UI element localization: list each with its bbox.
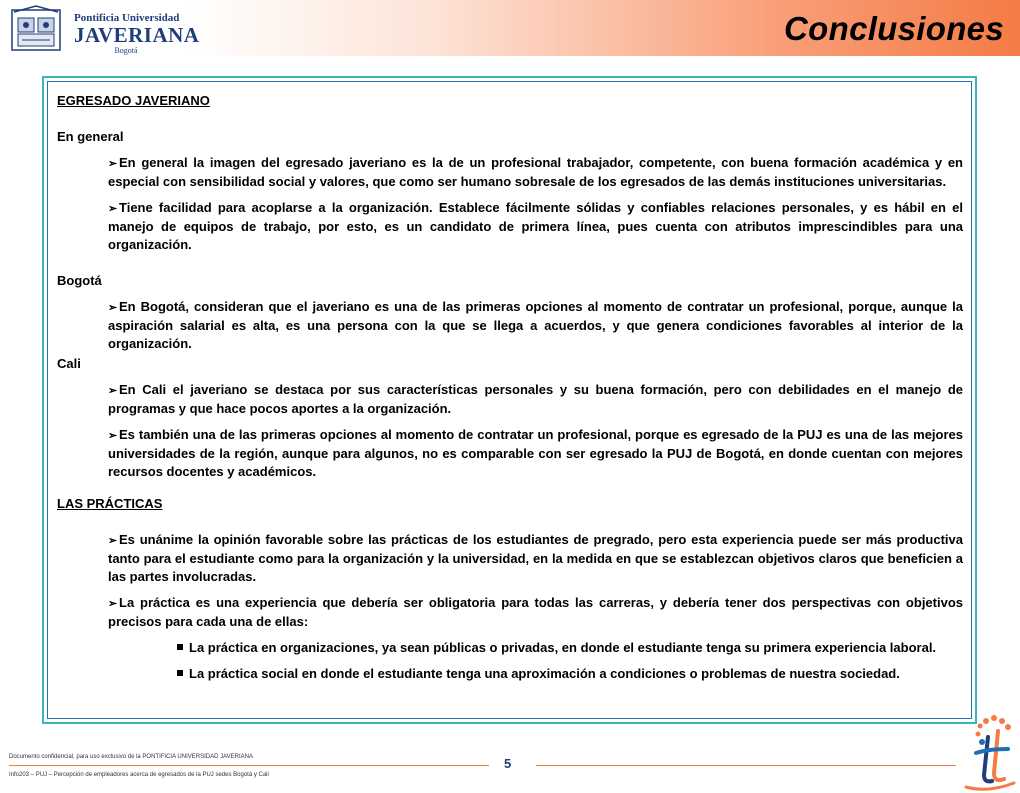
list-item: ➢ En Bogotá, consideran que el javeriano es una de las primeras opciones al momento de contratar un profesional, porque, aunque la aspiración salarial es alta, es una persona con la que se llega a acuerdos, y que genera condiciones favorables al interior de la organización.	[108, 299, 963, 351]
list-item: La práctica en organizaciones, ya sean públicas o privadas, en donde el estudiante tenga su primera experiencia laboral.	[177, 639, 963, 657]
list-item: ➢ La práctica es una experiencia que debería ser obligatoria para todas las carreras, y debería tener dos perspectivas con objetivos precisos para cada una de ellas:	[108, 595, 963, 629]
arrow-bullet-icon: ➢	[108, 302, 118, 314]
list-item: ➢ Es unánime la opinión favorable sobre las prácticas de los estudiantes de pregrado, pero esta experiencia puede ser más productiva tanto para el estudiante como para la organización y la universidad, en la medida en que se establezcan objetivos claros que beneficien a las partes involucradas.	[108, 532, 963, 584]
arrow-bullet-icon: ➢	[108, 158, 118, 170]
content-body	[57, 92, 963, 683]
logo-line-javeriana: JAVERIANA	[74, 23, 200, 47]
footer-confidential-note: Documento confidencial, para uso exclusivo de la PONTIFICIA UNIVERSIDAD JAVERIANA	[9, 754, 253, 760]
brand-logo	[958, 713, 1018, 791]
footer-divider-left	[9, 765, 489, 766]
sub-bullet-list-practicas	[177, 639, 963, 683]
brand-mark-icon	[958, 713, 1018, 791]
list-item: ➢ En general la imagen del egresado javeriano es la de un profesional trabajador, competente, con buena formación académica y en especial con sensibilidad social y valores, que como ser humano sobresale de los egresados de las demás instituciones universitarias.	[108, 155, 963, 189]
arrow-bullet-icon: ➢	[108, 430, 118, 442]
list-item: ➢ Tiene facilidad para acoplarse a la organización. Establece fácilmente sólidas y confiables relaciones personales, y es hábil en el manejo de equipos de trabajo, por esto, es un candidato de primera línea, pues cuenta con atributos imprescindibles para una organización.	[108, 200, 963, 252]
arrow-bullet-icon: ➢	[108, 385, 118, 397]
arrow-bullet-icon: ➢	[108, 535, 118, 547]
square-bullet-icon	[177, 670, 183, 676]
content-frame-inner	[47, 81, 972, 719]
bullet-list-general	[108, 154, 963, 254]
logo-line-university: Pontificia Universidad	[74, 12, 180, 24]
arrow-bullet-icon: ➢	[108, 598, 118, 610]
section-heading-practicas: LAS PRÁCTICAS	[57, 496, 163, 511]
list-item: ➢ En Cali el javeriano se destaca por sus características personales y su buena formación, pero con debilidades en el manejo de programas y que hace pocos aportes a la organización.	[108, 382, 963, 416]
content-frame	[42, 76, 977, 724]
university-logo	[4, 4, 200, 55]
logo-line-city: Bogotá	[114, 46, 138, 55]
subheading-bogota: Bogotá	[57, 273, 102, 288]
header	[0, 0, 1020, 60]
bullet-list-cali	[108, 381, 963, 481]
footer-divider-right	[536, 765, 956, 766]
list-item: ➢ Es también una de las primeras opciones al momento de contratar un profesional, porque es egresado de la PUJ es una de las mejores universidades de la región, aunque para algunos, no es comparable con ser egresado la PUJ de Bogotá, en donde cuentan con mejores recursos docentes y académicos.	[108, 427, 963, 479]
bullet-list-practicas	[108, 531, 963, 631]
bullet-list-bogota	[108, 298, 963, 353]
arrow-bullet-icon: ➢	[108, 203, 118, 215]
page-number: 5	[504, 756, 512, 771]
footer-document-reference: Info203 – PUJ – Percepción de empleadores acerca de egresados de la PUJ sedes Bogotá y Cali	[9, 772, 269, 778]
subheading-cali: Cali	[57, 356, 81, 371]
section-heading-egresado: EGRESADO JAVERIANO	[57, 93, 210, 108]
page-title: Conclusiones	[784, 10, 1004, 47]
crest-icon	[4, 4, 68, 54]
square-bullet-icon	[177, 644, 183, 650]
subheading-general: En general	[57, 129, 124, 144]
list-item: La práctica social en donde el estudiante tenga una aproximación a condiciones o problemas de nuestra sociedad.	[177, 665, 963, 683]
